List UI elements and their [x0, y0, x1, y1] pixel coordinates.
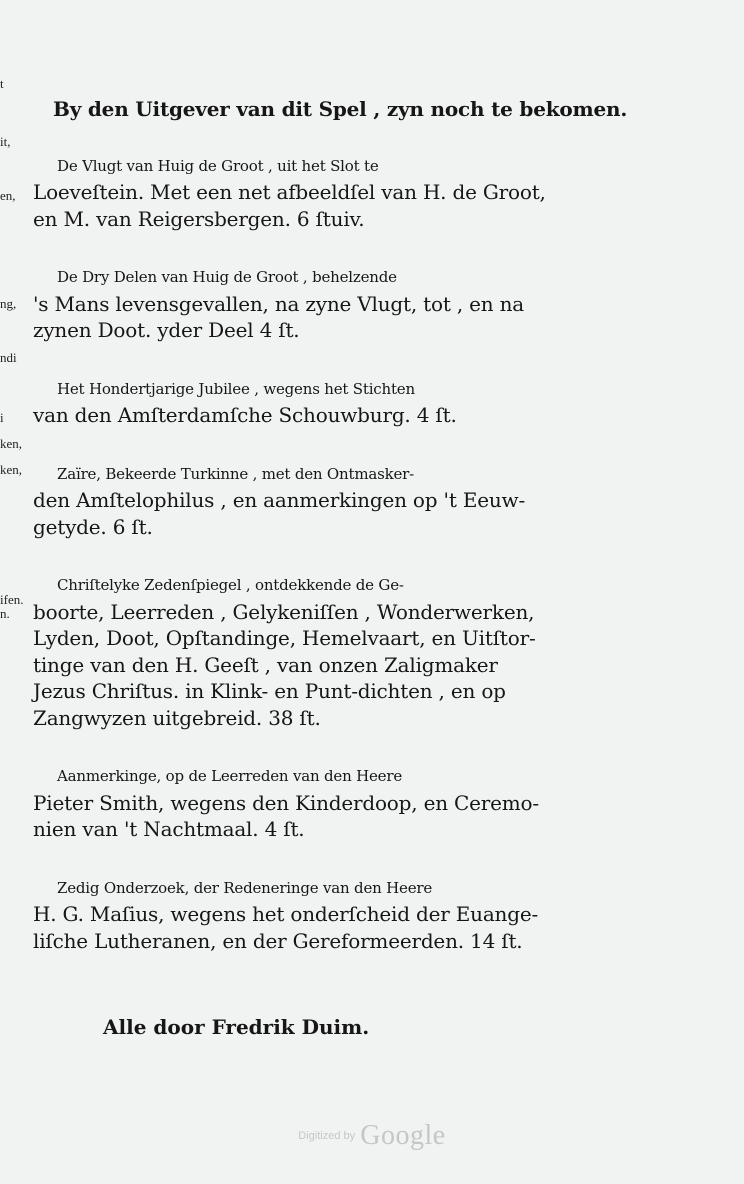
- publisher-line: Alle door Fredrik Duim.: [103, 1015, 370, 1039]
- entry-line: H. G. Maſius, wegens het onderſcheid der Euange-: [33, 902, 539, 926]
- margin-fragment: i: [0, 410, 4, 425]
- entry-line: getyde. 6 ſt.: [33, 514, 153, 539]
- watermark-prefix: Digitized by: [298, 1130, 356, 1142]
- book-list: [33, 96, 661, 986]
- margin-fragment: ken,: [0, 436, 23, 451]
- margin-fragment: it,: [0, 134, 11, 149]
- entry-line: Zangwyzen uitgebreid. 38 ſt.: [33, 705, 321, 730]
- entry-line: van den Amſterdamſche Schouwburg. 4 ſt.: [33, 403, 457, 427]
- entry-line: De Dry Delen van Huig de Groot , behelzende: [57, 268, 397, 286]
- entry-line: en M. van Reigersbergen. 6 ſtuiv.: [33, 206, 365, 231]
- entry-line: Zaïre, Bekeerde Turkinne , met den Ontmasker-: [57, 464, 414, 483]
- list-item: [33, 264, 661, 344]
- watermark-brand: Google: [360, 1120, 446, 1151]
- entry-line: Pieter Smith, wegens den Kinderdoop, en Ceremo-: [33, 790, 539, 815]
- margin-fragment: t: [0, 76, 4, 91]
- list-item: [33, 875, 661, 955]
- digitization-watermark: [0, 1120, 744, 1152]
- entry-line: 's Mans levensgevallen, na zyne Vlugt, tot , en na: [33, 291, 525, 316]
- entry-line: boorte, Leerreden , Gelykeniſſen , Wonderwerken,: [33, 599, 535, 624]
- entry-line: liſche Lutheranen, en der Gereformeerden. 14 ſt.: [33, 928, 523, 953]
- entry-line: den Amſtelophilus , en aanmerkingen op 't Eeuw-: [33, 488, 526, 512]
- list-item: [33, 376, 661, 429]
- list-heading: By den Uitgever van dit Spel , zyn noch te bekomen.: [53, 97, 628, 121]
- entry-line: Aanmerkinge, op de Leerreden van den Heere: [57, 767, 402, 785]
- entry-line: zynen Doot. yder Deel 4 ſt.: [33, 318, 300, 342]
- entry-line: De Vlugt van Huig de Groot , uit het Slot te: [57, 156, 379, 175]
- entry-line: tinge van den H. Geeſt , van onzen Zaligmaker: [33, 652, 498, 677]
- entry-line: Zedig Onderzoek, der Redeneringe van den Heere: [57, 878, 433, 897]
- list-item: [33, 461, 661, 541]
- entry-line: Chriſtelyke Zedenſpiegel , ontdekkende de Ge-: [57, 576, 404, 594]
- entry-line: nien van 't Nachtmaal. 4 ſt.: [33, 817, 305, 841]
- entry-line: Jezus Chriſtus. in Klink- en Punt-dichten , en op: [33, 679, 506, 703]
- list-item: [33, 153, 661, 233]
- entry-line: Het Hondertjarige Jubilee , wegens het Stichten: [57, 379, 415, 398]
- margin-fragment: ndi: [0, 350, 17, 365]
- entry-line: Loeveſtein. Met een net afbeeldſel van H. de Groot,: [33, 180, 546, 204]
- entries-list: [33, 153, 661, 955]
- margin-fragment: ng,: [0, 296, 17, 311]
- entry-line: Lyden, Doot, Opſtandinge, Hemelvaart, en Uitſtor-: [33, 626, 536, 650]
- margin-fragment: ifen.: [0, 592, 24, 607]
- margin-fragment: en,: [0, 188, 16, 203]
- margin-fragment: n.: [0, 606, 10, 621]
- margin-fragment: ken,: [0, 462, 23, 477]
- list-item: [33, 763, 661, 843]
- list-item: [33, 572, 661, 731]
